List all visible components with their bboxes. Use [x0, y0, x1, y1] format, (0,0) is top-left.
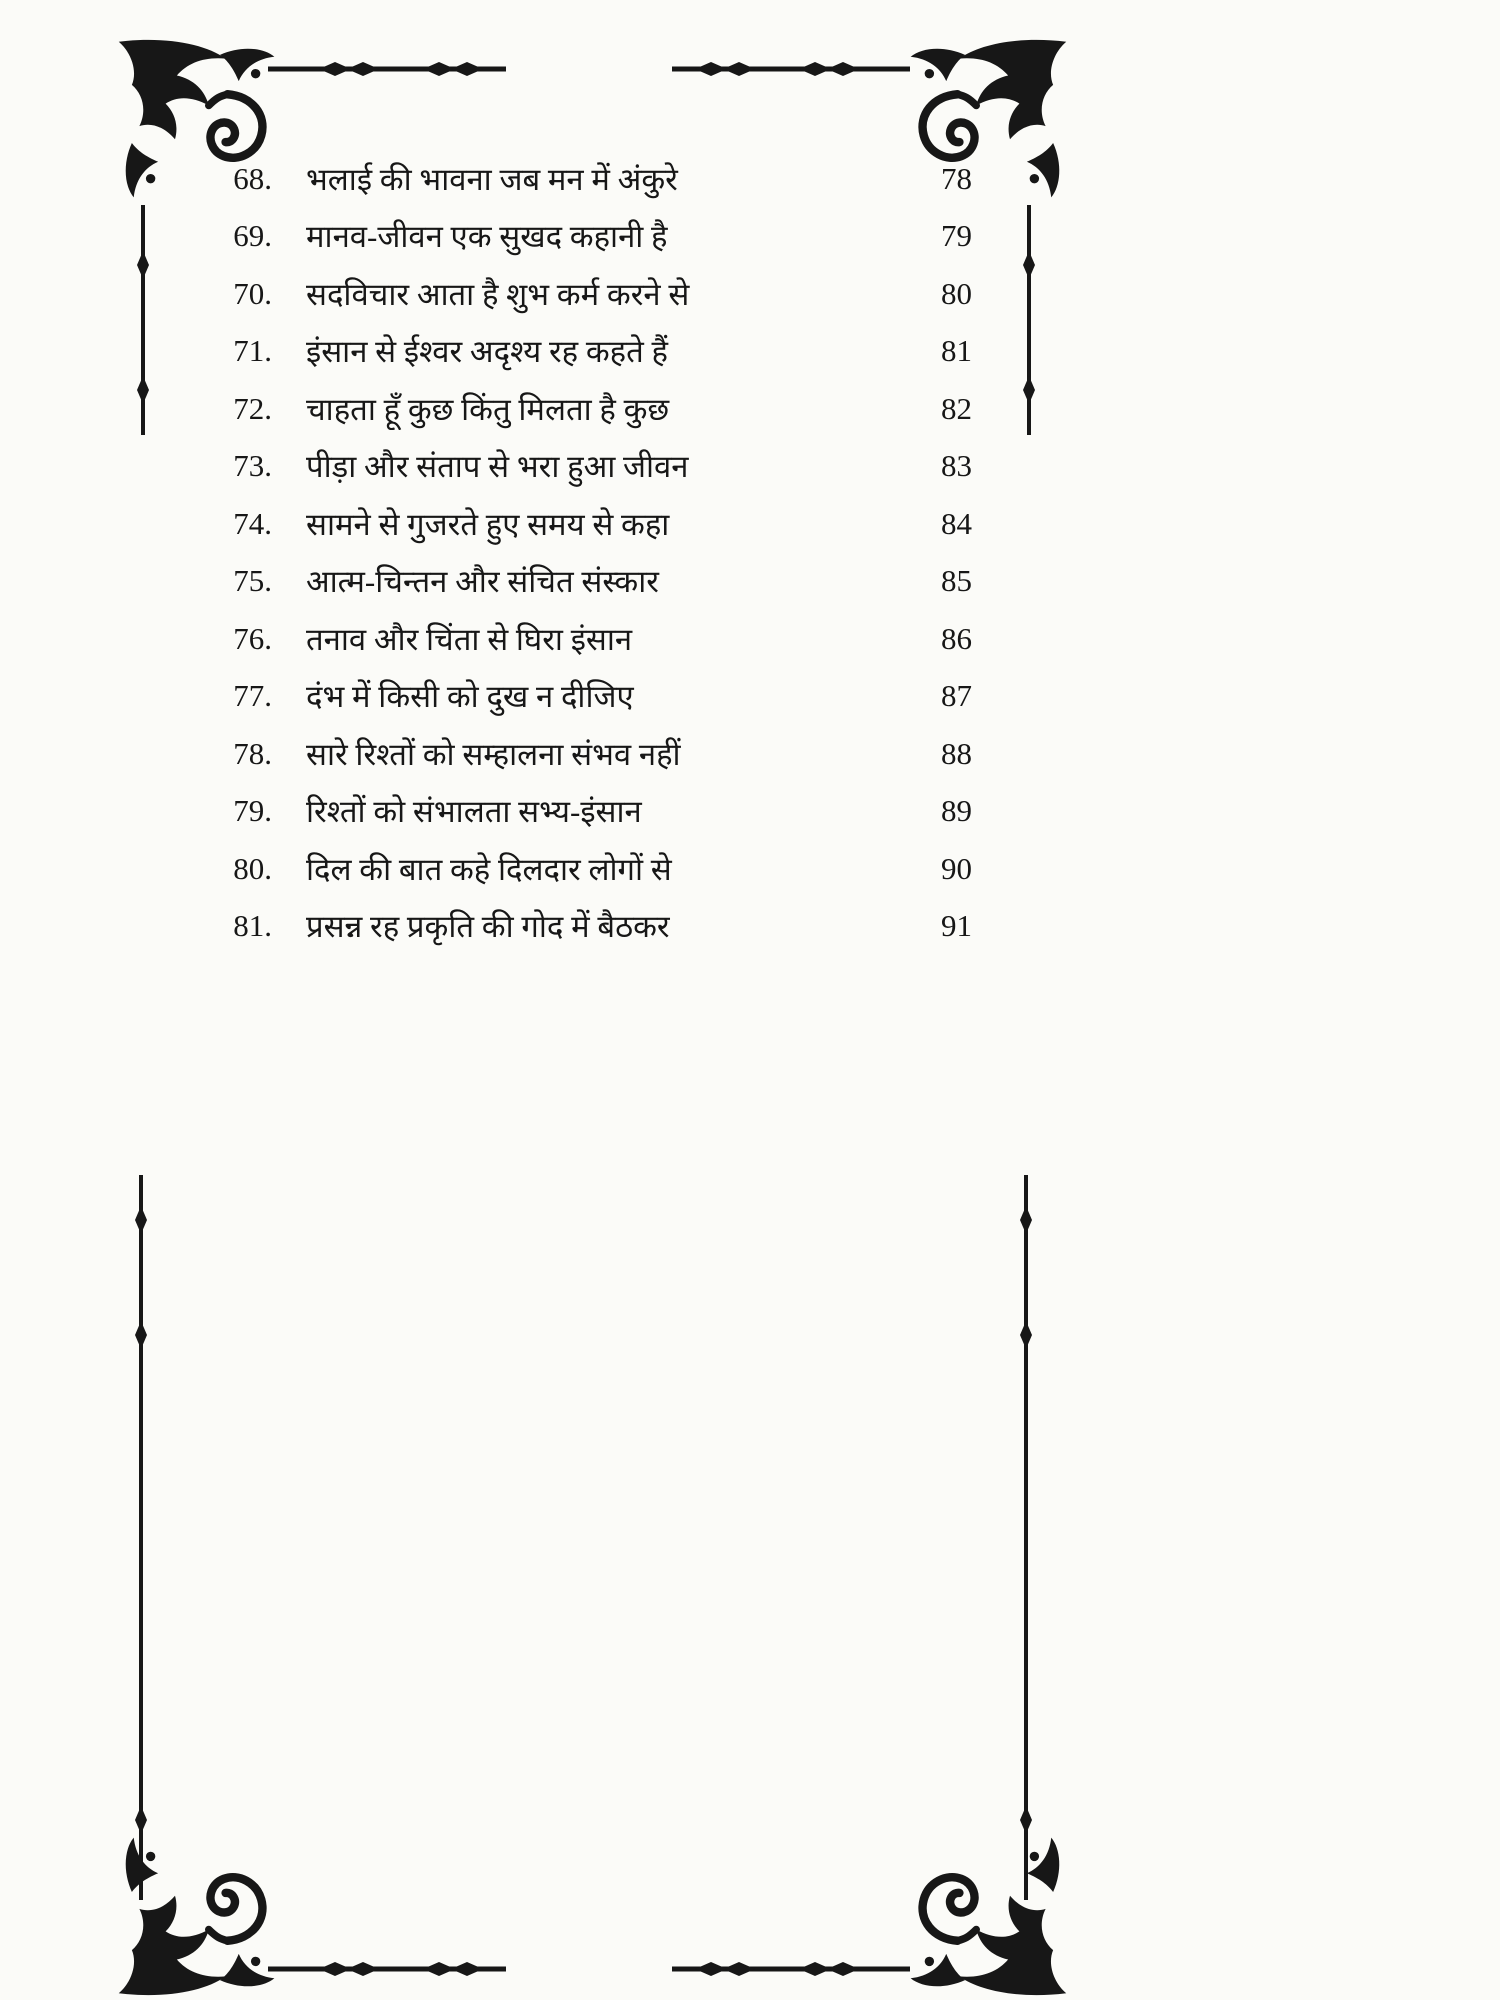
toc-row — [200, 323, 972, 381]
toc-row — [200, 610, 972, 668]
toc-row — [200, 840, 972, 898]
top-rule-right — [672, 58, 910, 80]
toc-row — [200, 208, 972, 266]
toc-entry-page: 91 — [941, 908, 972, 944]
toc-entry-title: सदविचार आता है शुभ कर्म करने से — [306, 276, 690, 312]
side-rule-upper-right — [1018, 205, 1040, 435]
toc-row — [200, 553, 972, 611]
toc-entry-page: 87 — [941, 678, 972, 714]
toc-entry-title: रिश्तों को संभालता सभ्य-इंसान — [306, 794, 642, 830]
toc-entry-page: 88 — [941, 735, 972, 771]
bottom-rule-left — [268, 1958, 506, 1980]
toc-row — [200, 725, 972, 783]
toc-entry-number: 76. — [233, 620, 272, 656]
toc-entry-number: 81. — [233, 908, 272, 944]
toc-entry-number: 70. — [233, 275, 272, 311]
toc-entry-title: मानव-जीवन एक सुखद कहानी है — [306, 219, 668, 255]
toc-entry-number: 72. — [233, 390, 272, 426]
toc-entry-title: प्रसन्न रह प्रकृति की गोद में बैठकर — [306, 909, 670, 945]
toc-entry-number: 77. — [233, 678, 272, 714]
toc-entry-title: सारे रिश्तों को सम्हालना संभव नहीं — [306, 736, 681, 772]
toc-entry-page: 80 — [941, 275, 972, 311]
toc-entry-title: पीड़ा और संताप से भरा हुआ जीवन — [306, 449, 689, 485]
toc-entry-page: 79 — [941, 218, 972, 254]
toc-row — [200, 265, 972, 323]
toc-entry-number: 68. — [233, 160, 272, 196]
toc-entry-number: 80. — [233, 850, 272, 886]
toc-entry-page: 86 — [941, 620, 972, 656]
toc-entry-title: इंसान से ईश्वर अदृश्य रह कहते हैं — [306, 334, 669, 370]
toc-entry-number: 74. — [233, 505, 272, 541]
toc-row — [200, 380, 972, 438]
side-rule-upper-left — [132, 205, 154, 435]
toc-entry-page: 78 — [941, 160, 972, 196]
toc-entry-number: 75. — [233, 563, 272, 599]
toc-entry-page: 90 — [941, 850, 972, 886]
bottom-rule-right — [672, 1958, 910, 1980]
corner-flourish-bottom-right — [905, 1832, 1070, 1997]
toc-entry-title: दंभ में किसी को दुख न दीजिए — [306, 679, 634, 715]
toc-entry-page: 82 — [941, 390, 972, 426]
toc-entry-title: तनाव और चिंता से घिरा इंसान — [306, 621, 633, 657]
side-rule-lower-right — [1015, 1175, 1037, 1900]
toc-entry-title: आत्म-चिन्तन और संचित संस्कार — [306, 564, 659, 600]
toc-entry-title: भलाई की भावना जब मन में अंकुरे — [306, 161, 678, 197]
top-rule-left — [268, 58, 506, 80]
toc-entry-page: 84 — [941, 505, 972, 541]
toc-row — [200, 495, 972, 553]
toc-entry-title: चाहता हूँ कुछ किंतु मिलता है कुछ — [306, 391, 670, 427]
toc-entry-number: 71. — [233, 333, 272, 369]
toc-entry-title: दिल की बात कहे दिलदार लोगों से — [306, 851, 672, 887]
toc-entry-title: सामने से गुजरते हुए समय से कहा — [306, 506, 670, 542]
toc-entry-number: 69. — [233, 218, 272, 254]
side-rule-lower-left — [130, 1175, 152, 1900]
toc-row — [200, 783, 972, 841]
toc-entry-page: 83 — [941, 448, 972, 484]
toc-entry-page: 81 — [941, 333, 972, 369]
toc-list — [200, 150, 972, 955]
toc-row — [200, 898, 972, 956]
toc-entry-page: 85 — [941, 563, 972, 599]
toc-entry-number: 73. — [233, 448, 272, 484]
toc-entry-page: 89 — [941, 793, 972, 829]
toc-row — [200, 438, 972, 496]
toc-row — [200, 668, 972, 726]
toc-entry-number: 78. — [233, 735, 272, 771]
toc-row — [200, 150, 972, 208]
toc-entry-number: 79. — [233, 793, 272, 829]
